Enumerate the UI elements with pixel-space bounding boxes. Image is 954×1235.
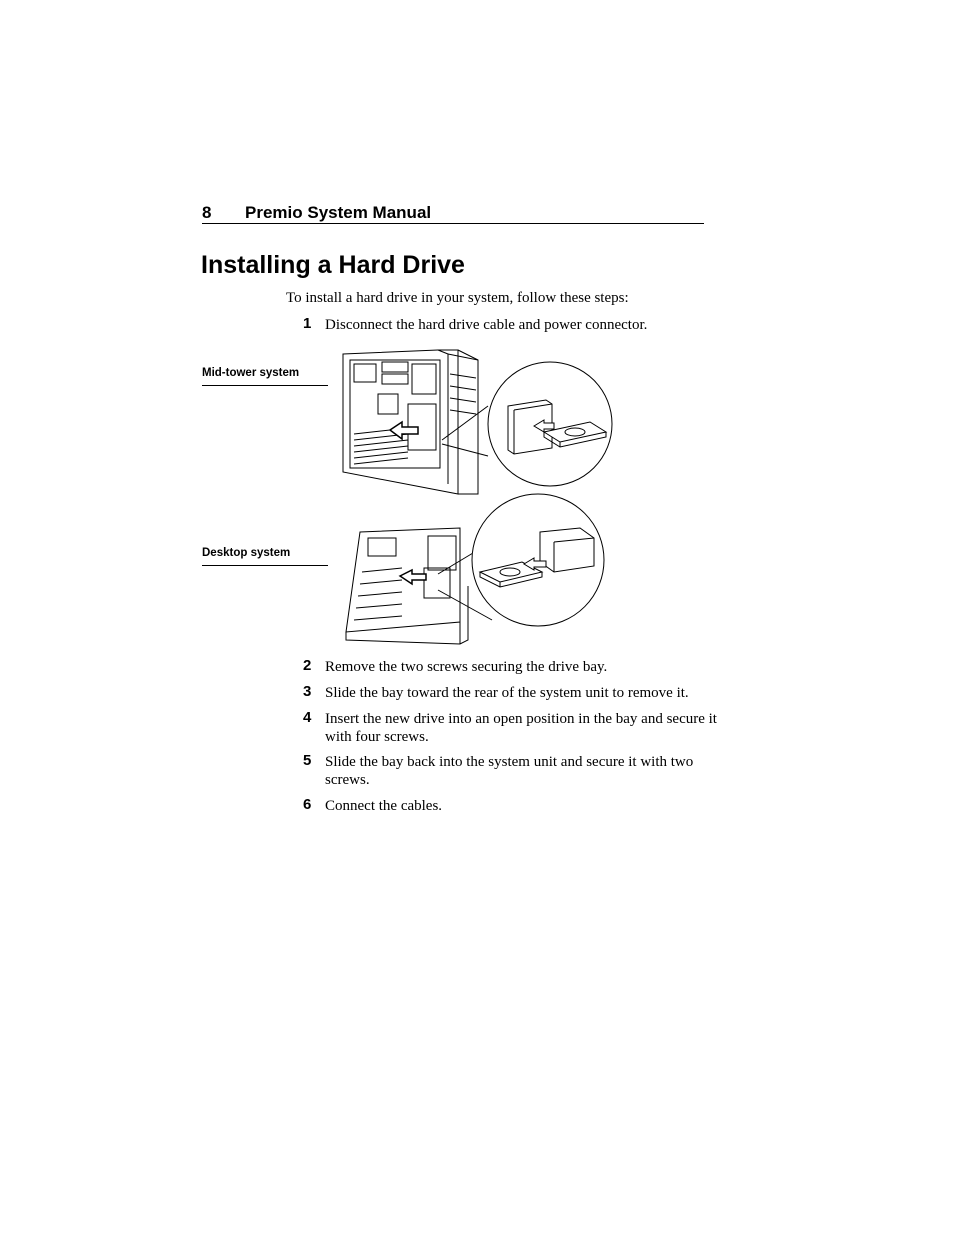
mid-tower-illustration xyxy=(338,344,616,496)
step-text: Connect the cables. xyxy=(325,798,443,814)
intro-text: To install a hard drive in your system, follow these steps: xyxy=(286,290,629,306)
running-header xyxy=(202,201,704,224)
manual-title: Premio System Manual xyxy=(245,203,432,222)
desktop-illustration xyxy=(342,492,608,646)
step-number: 5 xyxy=(303,752,312,769)
step-text: Disconnect the hard drive cable and power connector. xyxy=(325,317,648,333)
step-text: Slide the bay back into the system unit and secure it with two screws. xyxy=(325,754,694,788)
step-number: 1 xyxy=(303,315,312,332)
step-number: 4 xyxy=(303,709,312,726)
page-number: 8 xyxy=(202,203,212,222)
figure-label-mid-tower: Mid-tower system xyxy=(202,367,328,386)
step-number: 3 xyxy=(303,683,312,700)
section-title: Installing a Hard Drive xyxy=(201,251,465,279)
step-text: Slide the bay toward the rear of the system unit to remove it. xyxy=(325,685,689,701)
step-text: Remove the two screws securing the drive bay. xyxy=(325,659,608,675)
figure-label-desktop: Desktop system xyxy=(202,547,328,566)
step-number: 6 xyxy=(303,796,312,813)
step-number: 2 xyxy=(303,657,312,674)
step-text: Insert the new drive into an open position in the bay and secure it with four screws. xyxy=(325,711,717,745)
